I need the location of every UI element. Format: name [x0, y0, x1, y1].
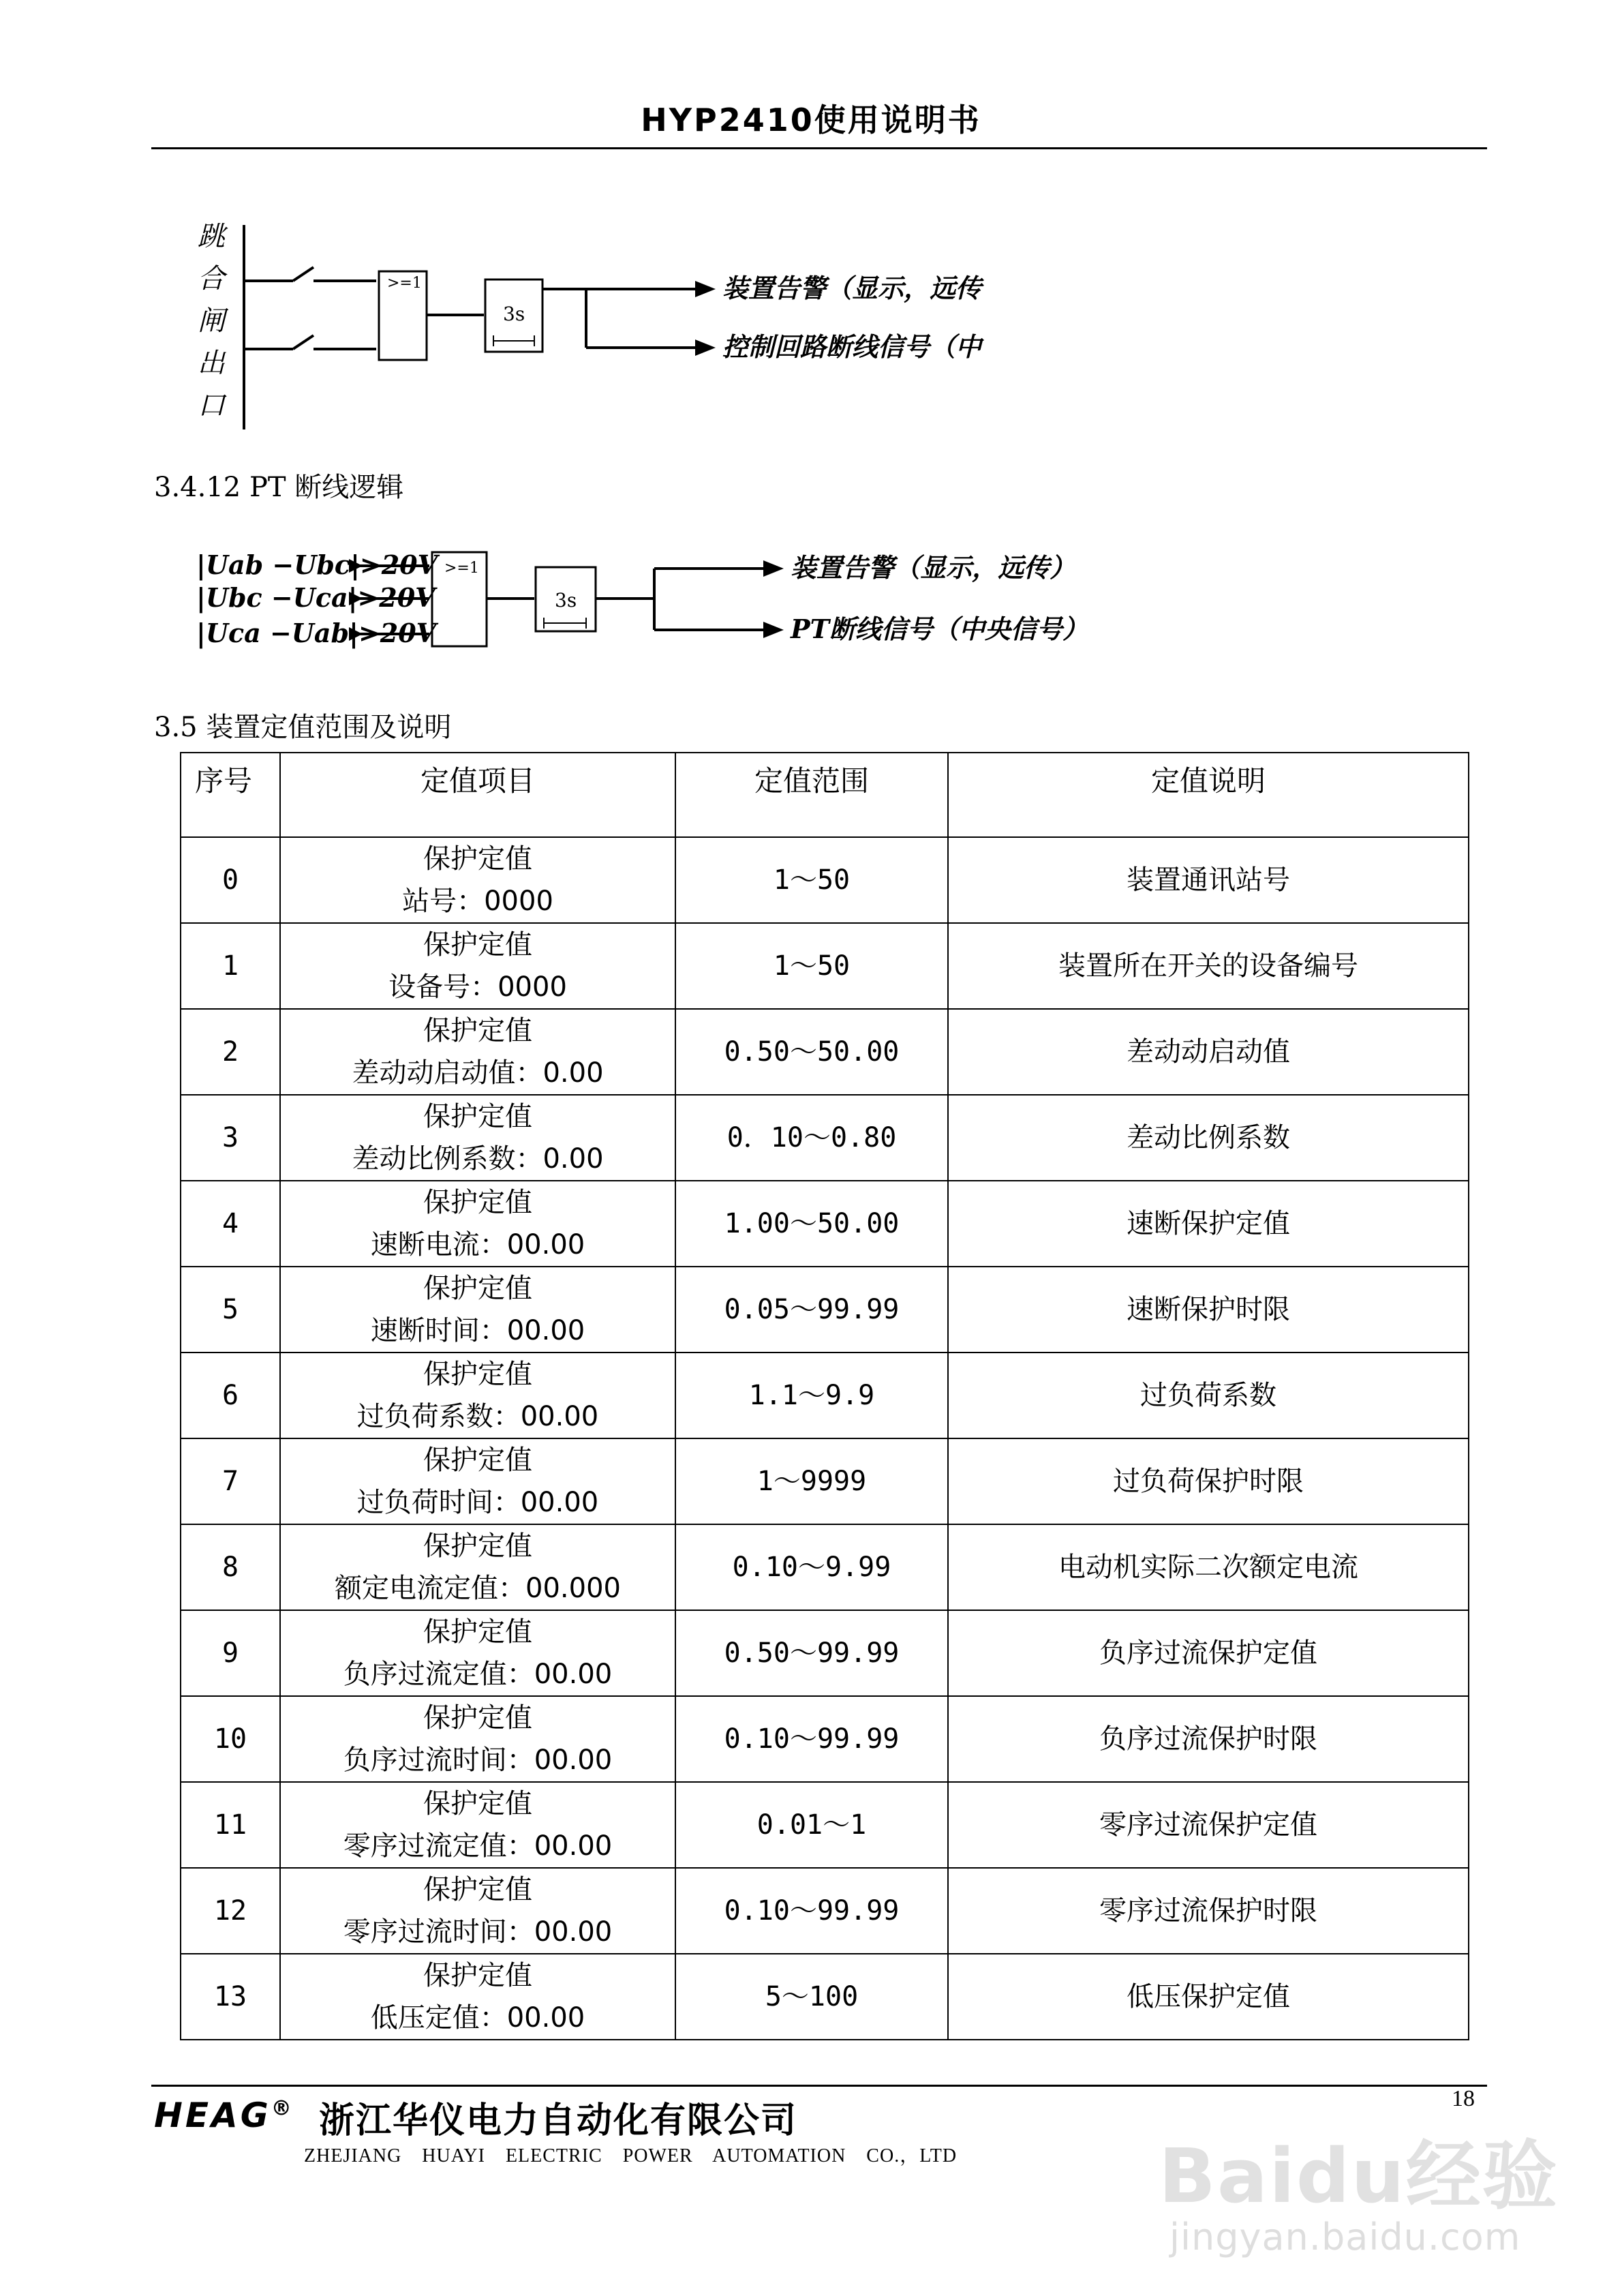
registered-mark: ® — [271, 2096, 294, 2121]
cell-no: 11 — [181, 1782, 280, 1868]
cell-item — [280, 1868, 675, 1954]
cell-no: 12 — [181, 1868, 280, 1954]
cell-item-setting: 差动动启动值：0.00 — [352, 1057, 604, 1089]
cell-range: 5～100 — [675, 1954, 948, 2040]
cell-item — [280, 1181, 675, 1267]
cell-description: 差动动启动值 — [948, 1009, 1469, 1095]
cell-item-setting: 负序过流时间：00.00 — [343, 1744, 613, 1776]
cell-item — [280, 1438, 675, 1524]
cell-description: 装置所在开关的设备编号 — [948, 923, 1469, 1009]
cell-item — [280, 837, 675, 923]
footer-divider — [151, 2085, 1487, 2087]
pt-output-alarm-label: 装置告警（显示，远传） — [791, 552, 1076, 583]
cell-range: 0.50～99.99 — [675, 1610, 948, 1696]
table-row — [181, 1954, 1469, 2040]
table-row — [181, 1181, 1469, 1267]
cell-item-setting: 速断电流：00.00 — [370, 1229, 585, 1260]
settings-table — [180, 752, 1469, 2040]
cell-description: 电动机实际二次额定电流 — [948, 1524, 1469, 1610]
cell-description: 速断保护定值 — [948, 1181, 1469, 1267]
cell-description: 低压保护定值 — [948, 1954, 1469, 2040]
header-range: 定值范围 — [675, 753, 948, 837]
cell-no: 2 — [181, 1009, 280, 1095]
logo-text: HEAG — [154, 2096, 271, 2135]
cell-item-name: 保护定值 — [423, 843, 532, 875]
cell-no: 10 — [181, 1696, 280, 1782]
table-row — [181, 1095, 1469, 1181]
cell-item — [280, 923, 675, 1009]
pt-break-heading: 3.4.12 PT 断线逻辑 — [154, 472, 404, 503]
cell-item — [280, 1524, 675, 1610]
table-row — [181, 1782, 1469, 1868]
cell-item — [280, 1610, 675, 1696]
cell-item — [280, 1954, 675, 2040]
cell-description: 负序过流保护定值 — [948, 1610, 1469, 1696]
cell-no: 7 — [181, 1438, 280, 1524]
trip-close-logic-diagram — [157, 205, 982, 436]
table-row — [181, 1610, 1469, 1696]
cell-item-name: 保护定值 — [423, 1445, 532, 1476]
cell-no: 9 — [181, 1610, 280, 1696]
cell-range: 0.50～50.00 — [675, 1009, 948, 1095]
company-name-en: ZHEJIANG HUAYI ELECTRIC POWER AUTOMATION CO.，LTD — [304, 2145, 958, 2166]
table-row — [181, 1009, 1469, 1095]
cell-description: 零序过流保护定值 — [948, 1782, 1469, 1868]
page-number: 18 — [1452, 2086, 1475, 2111]
pt-break-logic-diagram — [191, 539, 1090, 661]
cell-item-setting: 零序过流时间：00.00 — [343, 1916, 613, 1948]
cell-description: 差动比例系数 — [948, 1095, 1469, 1181]
cell-item-setting: 低压定值：00.00 — [370, 2002, 585, 2034]
cell-range: 0.10～99.99 — [675, 1868, 948, 1954]
trip-label-char-4: 出 — [198, 348, 225, 379]
table-row — [181, 1353, 1469, 1438]
pt-or-gate-label: >=1 — [444, 560, 479, 577]
cell-item-setting: 速断时间：00.00 — [370, 1315, 585, 1346]
cell-item-name: 保护定值 — [423, 1359, 532, 1390]
page-header-title: HYP2410使用说明书 — [641, 102, 981, 138]
output-alarm-label: 装置告警（显示，远传 — [722, 273, 982, 303]
cell-description: 速断保护时限 — [948, 1267, 1469, 1353]
cell-range: 1～50 — [675, 837, 948, 923]
cell-description: 零序过流保护时限 — [948, 1868, 1469, 1954]
cell-item-setting: 过负荷时间：00.00 — [356, 1487, 599, 1518]
cell-description: 过负荷保护时限 — [948, 1438, 1469, 1524]
cell-item-setting: 差动比例系数：0.00 — [352, 1143, 604, 1175]
settings-heading: 3.5 装置定值范围及说明 — [154, 712, 452, 743]
cell-range: 0.05～99.99 — [675, 1267, 948, 1353]
cell-item-name: 保护定值 — [423, 1530, 532, 1562]
cell-item-name: 保护定值 — [423, 1874, 532, 1905]
cell-item-setting: 过负荷系数：00.00 — [356, 1401, 599, 1432]
cell-item-name: 保护定值 — [423, 1788, 532, 1819]
cell-no: 1 — [181, 923, 280, 1009]
cell-description: 装置通讯站号 — [948, 837, 1469, 923]
header-no: 序号 — [181, 753, 280, 837]
cell-no: 0 — [181, 837, 280, 923]
cell-item-setting: 零序过流定值：00.00 — [343, 1830, 613, 1862]
cell-item-setting: 额定电流定值：00.000 — [335, 1573, 621, 1604]
cell-range: 0.10～9.99 — [675, 1524, 948, 1610]
watermark-url: jingyan.baidu.com — [1169, 2216, 1521, 2259]
baidu-watermark — [1159, 2116, 1559, 2224]
cell-item-setting: 负序过流定值：00.00 — [343, 1659, 613, 1690]
cell-range: 0.10～99.99 — [675, 1696, 948, 1782]
cell-range: 0．10～0.80 — [675, 1095, 948, 1181]
cell-no: 4 — [181, 1181, 280, 1267]
pt-input-uab-ubc: |Uab −Ubc|>20V — [196, 549, 438, 580]
cell-item — [280, 1696, 675, 1782]
cell-range: 1.1～9.9 — [675, 1353, 948, 1438]
cell-range: 1～50 — [675, 923, 948, 1009]
cell-no: 8 — [181, 1524, 280, 1610]
trip-label-char-3: 闸 — [198, 305, 225, 337]
cell-item-name: 保护定值 — [423, 1015, 532, 1046]
cell-no: 5 — [181, 1267, 280, 1353]
cell-item — [280, 1267, 675, 1353]
cell-no: 6 — [181, 1353, 280, 1438]
table-row — [181, 1267, 1469, 1353]
cell-range: 0.01～1 — [675, 1782, 948, 1868]
trip-label-char-5: 口 — [198, 390, 225, 421]
header-divider — [151, 147, 1487, 149]
cell-item — [280, 1353, 675, 1438]
cell-item-name: 保护定值 — [423, 1273, 532, 1304]
or-gate-label: >=1 — [387, 275, 422, 292]
table-row — [181, 1438, 1469, 1524]
trip-label-char-2: 合 — [198, 263, 225, 294]
settings-table-body — [181, 837, 1469, 2040]
company-logo — [154, 2096, 294, 2135]
watermark-main-text: Baidu经验 — [1159, 2132, 1559, 2220]
cell-item-name: 保护定值 — [423, 1101, 532, 1132]
company-name-cn: 浙江华仪电力自动化有限公司 — [319, 2100, 798, 2141]
table-row — [181, 1524, 1469, 1610]
pt-input-ubc-uca: |Ubc −Uca|>20V — [196, 582, 435, 613]
trip-label-char-1: 跳 — [198, 221, 225, 252]
table-row — [181, 1696, 1469, 1782]
cell-no: 3 — [181, 1095, 280, 1181]
cell-item-name: 保护定值 — [423, 1616, 532, 1648]
pt-input-uca-uab: |Uca −Uab|>20V — [196, 618, 437, 648]
cell-item-name: 保护定值 — [423, 929, 532, 961]
cell-range: 1.00～50.00 — [675, 1181, 948, 1267]
table-header-row — [181, 753, 1469, 837]
table-row — [181, 1868, 1469, 1954]
table-row — [181, 923, 1469, 1009]
pt-output-signal-label: PT断线信号（中央信号） — [791, 614, 1088, 644]
pt-timer-label: 3s — [555, 589, 577, 611]
timer-label: 3s — [503, 303, 525, 325]
cell-description: 负序过流保护时限 — [948, 1696, 1469, 1782]
cell-item-name: 保护定值 — [423, 1702, 532, 1734]
table-row — [181, 837, 1469, 923]
cell-item-setting: 设备号：0000 — [388, 971, 567, 1003]
cell-item — [280, 1782, 675, 1868]
cell-item — [280, 1095, 675, 1181]
header-description: 定值说明 — [948, 753, 1469, 837]
header-item: 定值项目 — [280, 753, 675, 837]
settings-table-container — [180, 752, 1468, 2040]
cell-item-name: 保护定值 — [423, 1187, 532, 1218]
output-circuit-break-label: 控制回路断线信号（中 — [722, 331, 982, 362]
cell-range: 1～9999 — [675, 1438, 948, 1524]
cell-item-setting: 站号：0000 — [402, 886, 553, 917]
cell-no: 13 — [181, 1954, 280, 2040]
cell-item — [280, 1009, 675, 1095]
cell-description: 过负荷系数 — [948, 1353, 1469, 1438]
cell-item-name: 保护定值 — [423, 1960, 532, 1991]
